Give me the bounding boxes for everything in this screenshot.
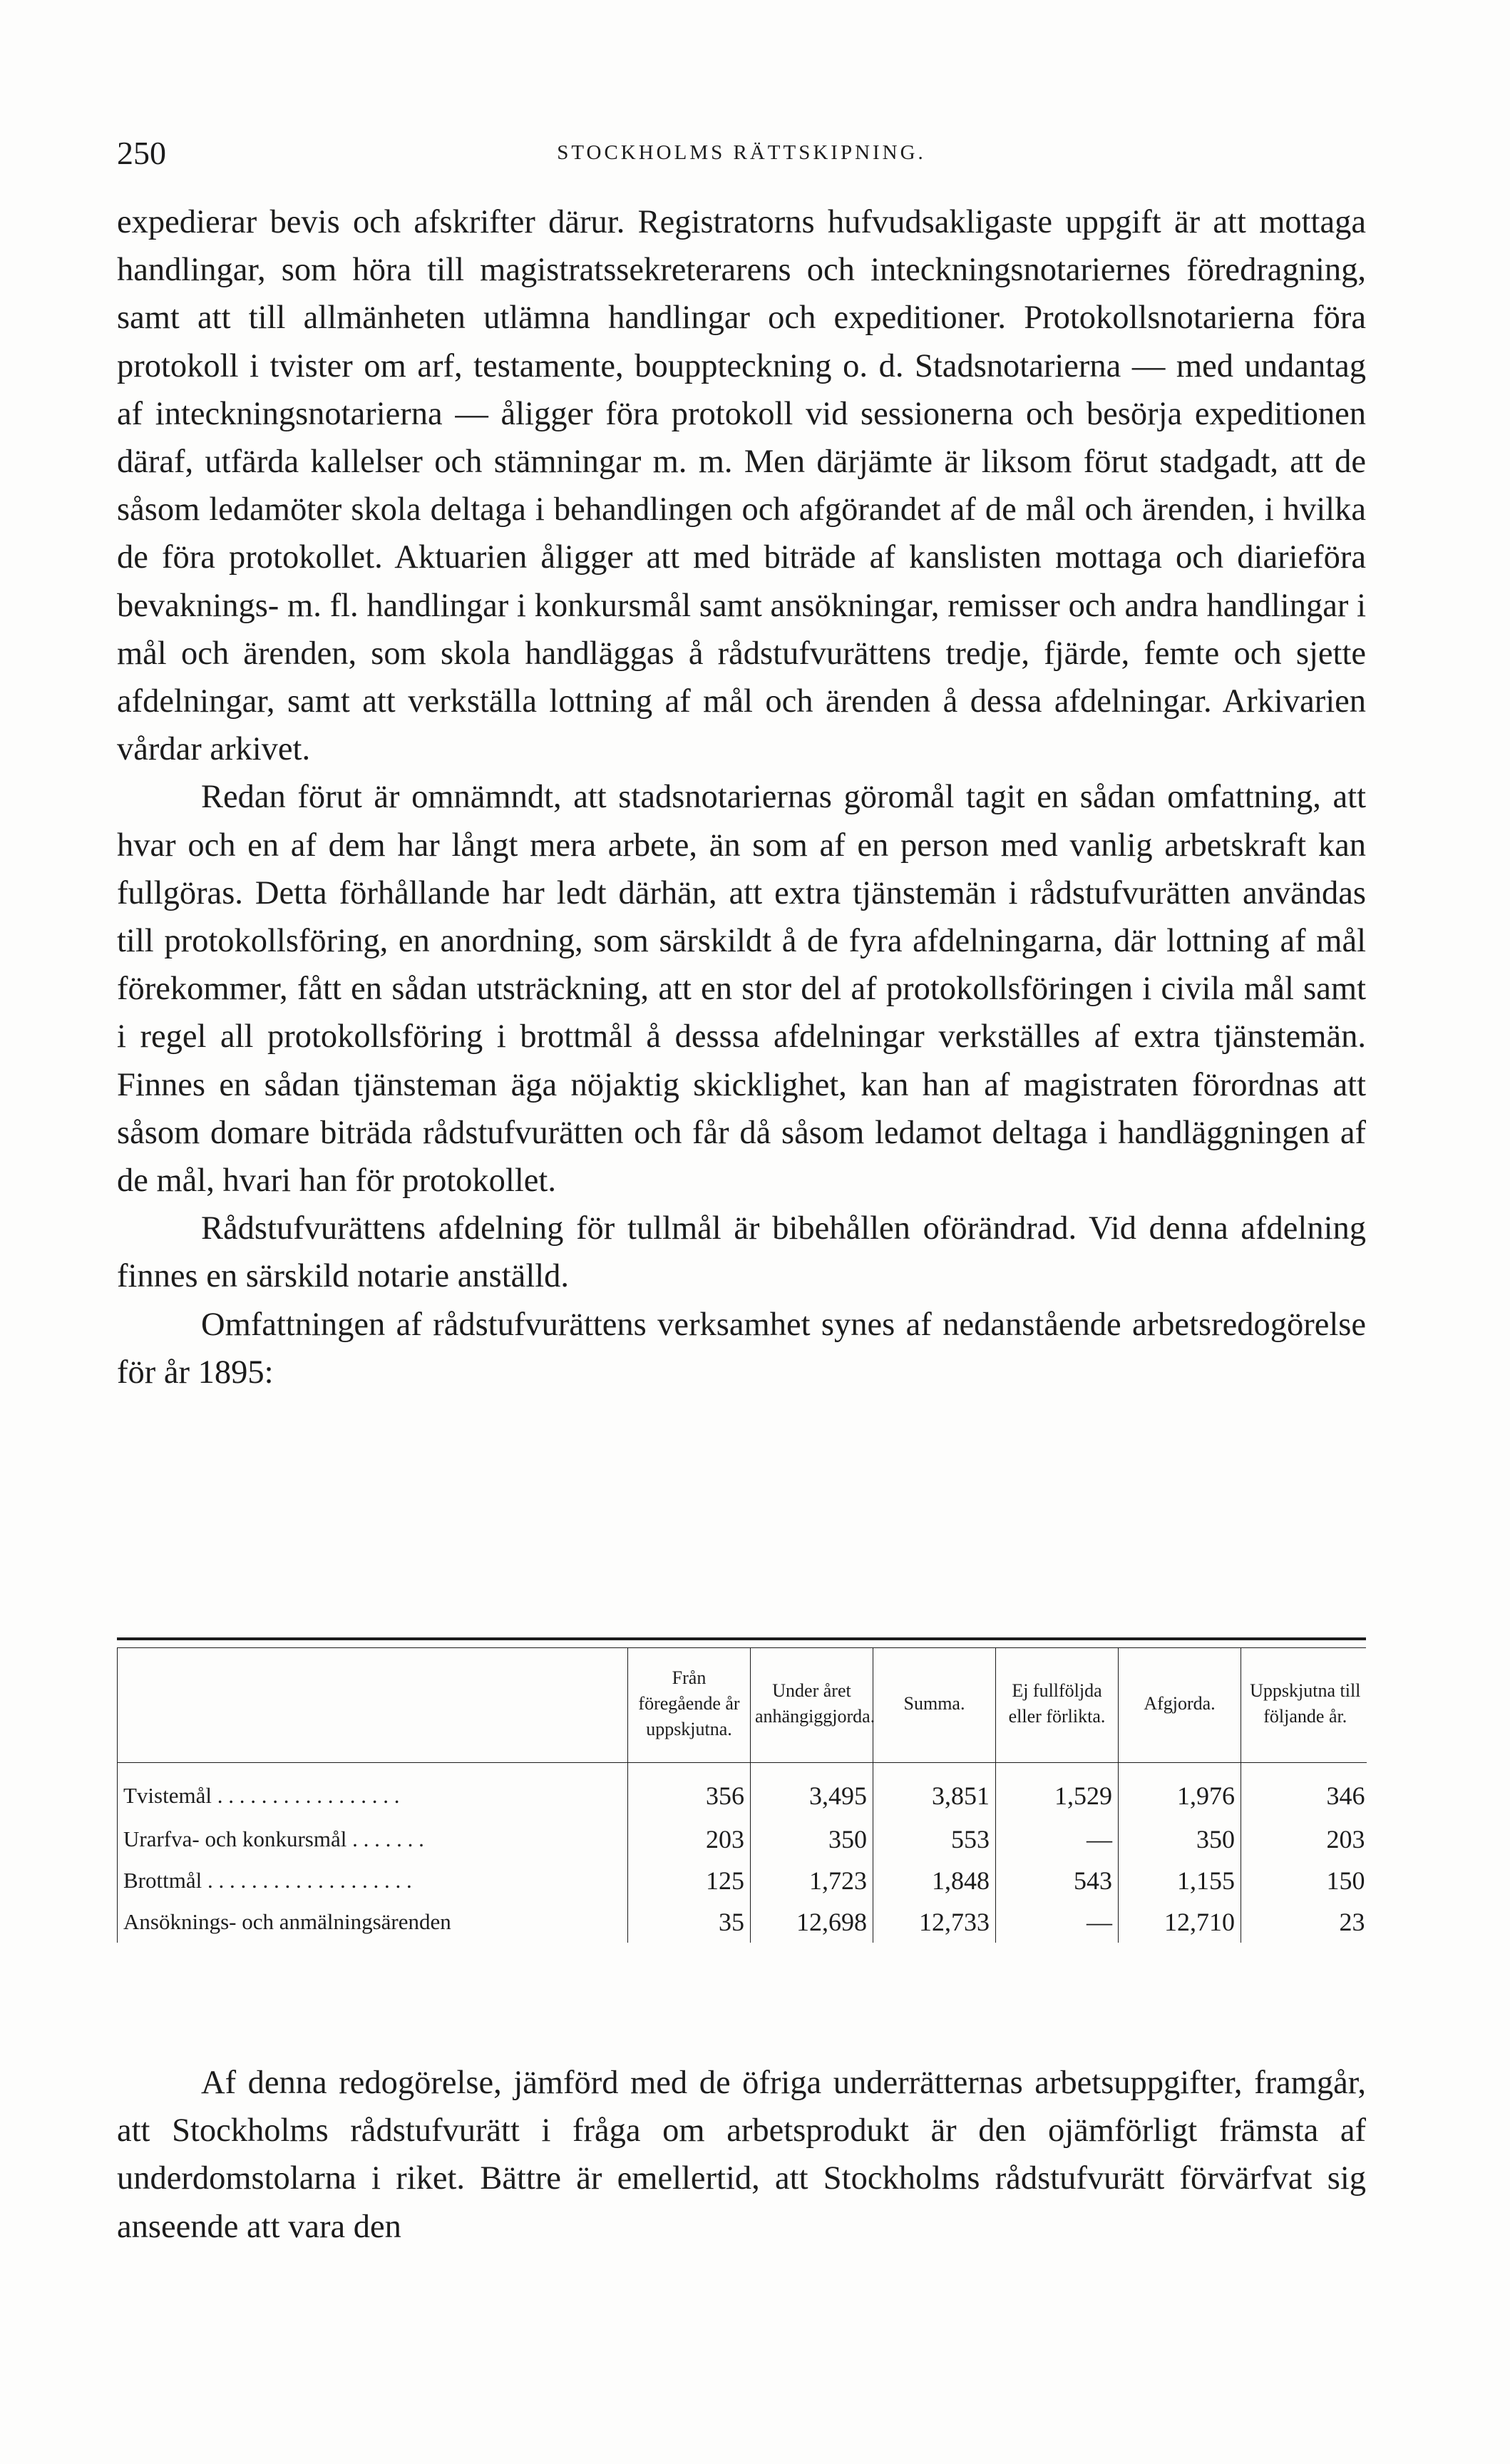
table-row <box>118 1901 1367 1943</box>
table-cell: 23 <box>1241 1901 1367 1943</box>
column-header: Från föregående år uppskjutna. <box>628 1648 751 1763</box>
table-cell: 3,495 <box>751 1763 873 1819</box>
table-cell: 1,976 <box>1119 1763 1241 1819</box>
table-cell: 543 <box>996 1860 1119 1901</box>
table-cell: 350 <box>751 1819 873 1860</box>
table-cell: 203 <box>628 1819 751 1860</box>
row-label: Ansöknings- och anmälningsärenden <box>118 1901 628 1943</box>
row-label: Brottmål . . . . . . . . . . . . . . . . . . . <box>118 1860 628 1901</box>
table-cell: 125 <box>628 1860 751 1901</box>
table-cell: 346 <box>1241 1763 1367 1819</box>
closing-text <box>117 2059 1366 2251</box>
row-label: Tvistemål . . . . . . . . . . . . . . . . . <box>118 1763 628 1819</box>
table-cell: 12,710 <box>1119 1901 1241 1943</box>
table-cell: 203 <box>1241 1819 1367 1860</box>
paragraph: Rådstufvurättens afdelning för tullmål är bibehållen oförändrad. Vid denna afdelning finnes en särskild notarie anställd. <box>117 1210 1366 1295</box>
paragraph: Af denna redogörelse, jämförd med de öfriga underrätternas arbetsuppgifter, framgår, att Stockholms rådstufvurätt i fråga om arbetsprodukt är den ojämförligt främsta af underdomstolarna i riket. Bättre är emellertid, att Stockholms rådstufvurätt förvärfvat sig anseende att vara den <box>117 2065 1366 2245</box>
table-cell: 553 <box>873 1819 996 1860</box>
table-cell: 1,848 <box>873 1860 996 1901</box>
table-cell: — <box>996 1819 1119 1860</box>
running-title: STOCKHOLMS RÄTTSKIPNING. <box>557 141 926 164</box>
table-cell: 1,529 <box>996 1763 1119 1819</box>
table-cell: 1,723 <box>751 1860 873 1901</box>
table-corner-cell <box>118 1648 628 1763</box>
table-header-row <box>118 1648 1367 1763</box>
table-cell: 12,733 <box>873 1901 996 1943</box>
paragraph: Redan förut är omnämndt, att stadsnotariernas göromål tagit en sådan omfattning, att hvar och en af dem har långt mera arbete, än som af en person med vanlig arbetskraft kan fullgöras. Detta förhållande har ledt därhän, att extra tjänstemän i rådstufvurätten användas till protokollsföring, en anordning, som särskildt å de fyra afdelningarna, där lottning af mål förekommer, fått en sådan utsträckning, att en stor del af protokollsföringen i civila mål samt i regel all protokollsföring i brottmål å desssa afdelningar verkställes af extra tjänstemän. Finnes en sådan tjänsteman äga nöjaktig skicklighet, kan han af magistraten förordnas att såsom domare biträda rådstufvurätten och får då såsom ledamot deltaga i handläggningen af de mål, hvari han för protokollet. <box>117 779 1366 1200</box>
column-header: Afgjorda. <box>1119 1648 1241 1763</box>
table-cell: 150 <box>1241 1860 1367 1901</box>
statistics-table <box>117 1648 1367 1943</box>
table-row <box>118 1763 1367 1819</box>
table-cell: 1,155 <box>1119 1860 1241 1901</box>
statistics-table-block <box>117 1637 1366 1943</box>
column-header: Uppskjutna till följande år. <box>1241 1648 1367 1763</box>
table-cell: 3,851 <box>873 1763 996 1819</box>
table-top-rule <box>117 1637 1366 1648</box>
row-label: Urarfva- och konkursmål . . . . . . . <box>118 1819 628 1860</box>
table-row <box>118 1860 1367 1901</box>
column-header: Under året anhängiggjorda. <box>751 1648 873 1763</box>
paragraph: Omfattningen af rådstufvurättens verksamhet synes af nedanstående arbetsredogörelse för år 1895: <box>117 1306 1366 1391</box>
table-cell: 356 <box>628 1763 751 1819</box>
column-header: Summa. <box>873 1648 996 1763</box>
column-header: Ej fullföljda eller förlikta. <box>996 1648 1119 1763</box>
table-cell: 12,698 <box>751 1901 873 1943</box>
page-header <box>117 134 1366 177</box>
body-text <box>117 198 1366 1396</box>
page-number: 250 <box>117 135 166 171</box>
table-row <box>118 1819 1367 1860</box>
table-cell: 350 <box>1119 1819 1241 1860</box>
table-cell: 35 <box>628 1901 751 1943</box>
table-cell: — <box>996 1901 1119 1943</box>
paragraph: expedierar bevis och afskrifter därur. Registratorns hufvudsakligaste uppgift är att mottaga handlingar, som höra till magistratssekreterarens och inteckningsnotariernes föredragning, samt att till allmänheten utlämna handlingar och expeditioner. Protokollsnotarierna föra protokoll i tvister om arf, testamente, bouppteckning o. d. Stadsnotarierna — med undantag af inteckningsnotarierna — åligger föra protokoll vid sessionerna och besörja expeditionen däraf, utfärda kallelser och stämningar m. m. Men därjämte är liksom förut stadgadt, att de såsom ledamöter skola deltaga i behandlingen och afgörandet af de mål och ärenden, i hvilka de föra protokollet. Aktuarien åligger att med biträde af kanslisten mottaga och diarieföra bevaknings- m. fl. handlingar i konkursmål samt ansökningar, remisser och andra handlingar i mål och ärenden, som skola handläggas å rådstufvurättens tredje, fjärde, femte och sjette afdelningar, samt att verkställa lottning af mål och ärenden å dessa afdelningar. Arkivarien vårdar arkivet. <box>117 204 1366 768</box>
